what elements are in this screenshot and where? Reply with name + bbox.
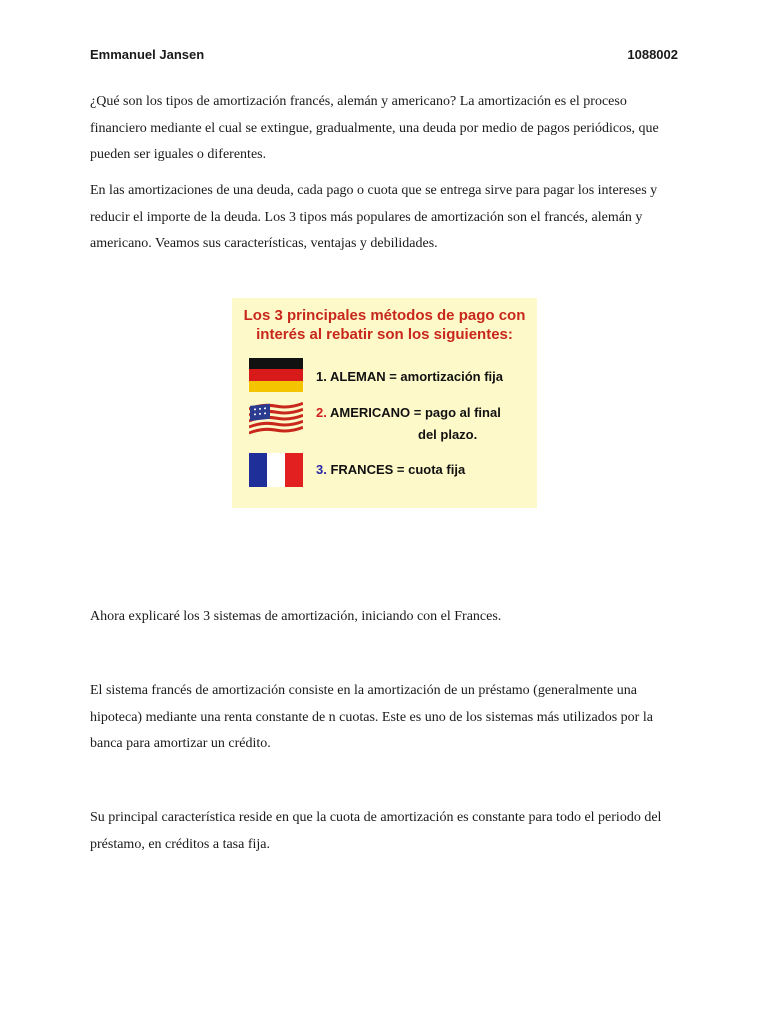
method-text: ALEMAN = amortización fija xyxy=(329,369,503,384)
figure-title xyxy=(232,306,537,344)
figure-title-line-1: Los 3 principales métodos de pago con xyxy=(243,307,526,324)
paragraph-french-system: El sistema francés de amortización consiste en la amortización de un préstamo (generalmente una hipoteca) mediante una renta constante de n cuotas. Este es uno de los sistemas más utilizados por la banca para amortizar un crédito. xyxy=(90,683,653,751)
paragraph-transition: Ahora explicaré los 3 sistemas de amortización, iniciando con el Frances. xyxy=(90,609,502,624)
method-item-frances xyxy=(316,461,465,479)
paragraph-main-characteristic: Su principal característica reside en que la cuota de amortización es constante para todo el periodo del préstamo, en créditos a tasa fija. xyxy=(90,810,662,852)
paragraph-types: En las amortizaciones de una deuda, cada pago o cuota que se entrega sirve para pagar los intereses y reducir el importe de la deuda. Los 3 tipos más populares de amortización son el francés, alemán y americano. Veamos sus características, ventajas y debilidades. xyxy=(90,183,658,251)
author-name: Emmanuel Jansen xyxy=(90,47,205,62)
method-text-continued: del plazo. xyxy=(418,427,478,442)
figure-title-line-2: interés al rebatir son los siguientes: xyxy=(256,326,513,343)
france-flag-icon xyxy=(249,453,303,487)
method-number: 3. xyxy=(316,462,327,477)
method-number: 1. xyxy=(316,369,327,384)
method-item-americano xyxy=(316,404,501,422)
usa-flag-icon xyxy=(249,402,303,436)
method-text: AMERICANO = pago al final xyxy=(329,405,501,420)
paragraph-intro: ¿Qué son los tipos de amortización francés, alemán y americano? La amortización es el proceso financiero mediante el cual se extingue, gradualmente, una deuda por medio de pagos periódicos, que pueden ser iguales o diferentes. xyxy=(90,94,659,162)
amortization-methods-figure xyxy=(232,298,537,508)
method-number: 2. xyxy=(316,405,327,420)
method-item-aleman xyxy=(316,368,503,386)
method-text: FRANCES = cuota fija xyxy=(330,462,466,477)
germany-flag-icon xyxy=(249,358,303,392)
document-id: 1088002 xyxy=(627,47,678,62)
